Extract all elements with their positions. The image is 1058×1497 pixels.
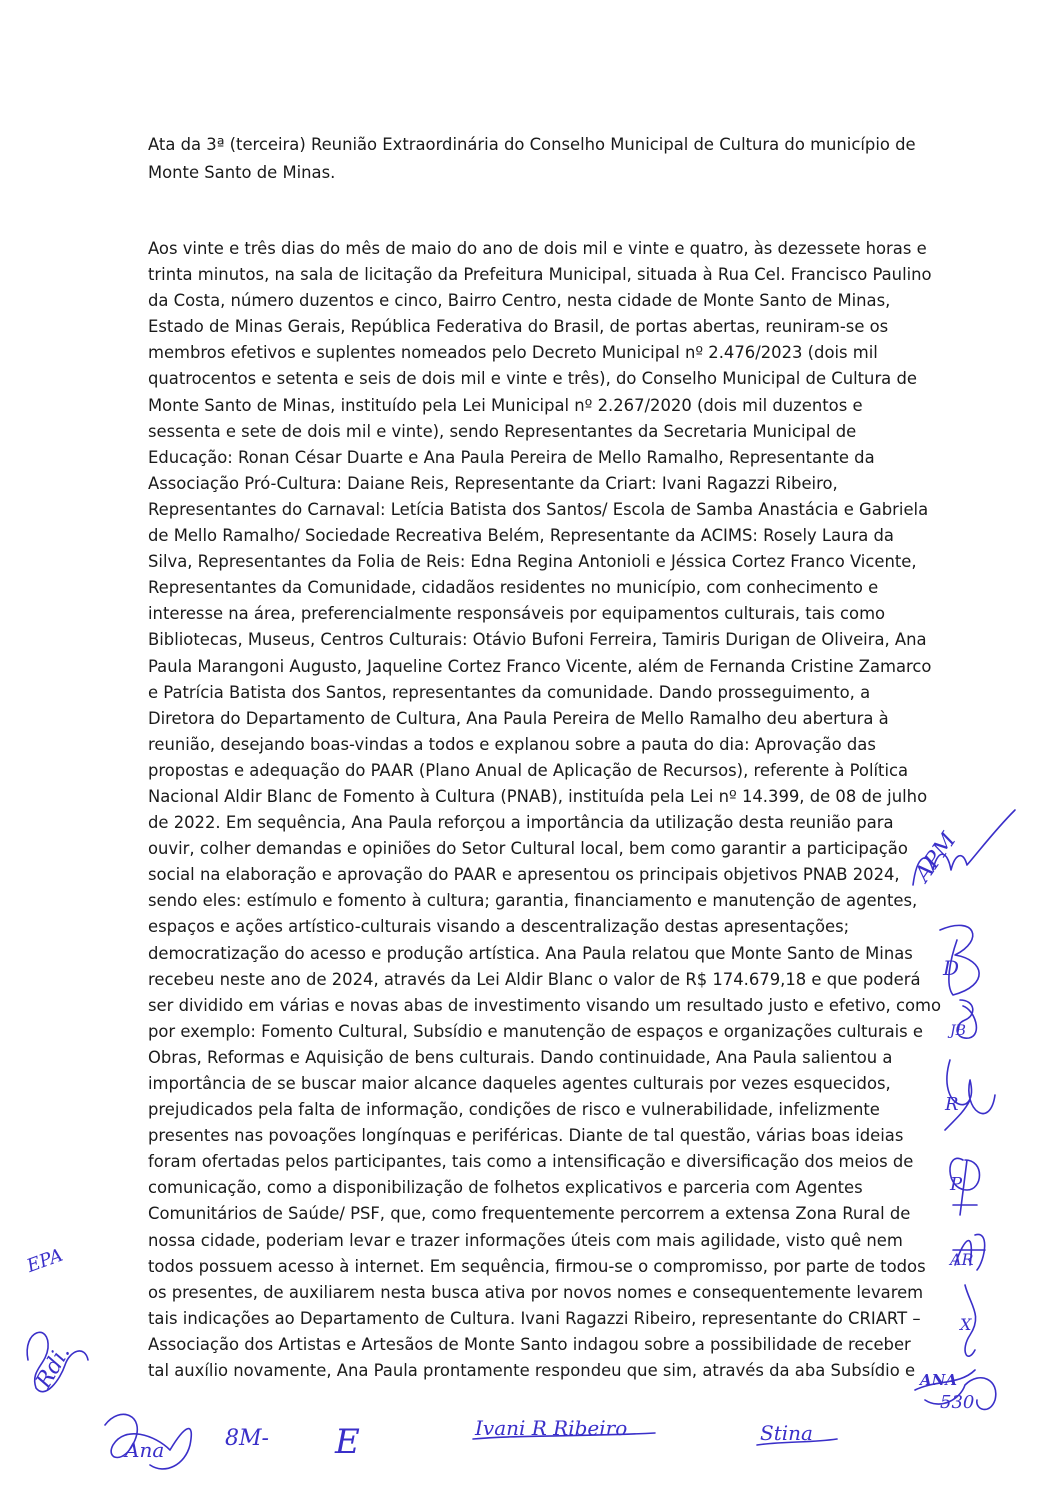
body-line: ser dividido em várias e novas abas de investimento visando um resultado justo e efetivo, como [148,995,942,1015]
body-line: de 2022. Em sequência, Ana Paula reforçou a importância da utilização desta reunião para [148,813,894,833]
body-line: social na elaboração e aprovação do PAAR e apresentou os principais objetivos PNAB 2024, [148,865,900,885]
body-line: comunicação, como a disponibilização de folhetos explicativos e parceria com Agentes [148,1178,863,1198]
body-line: presentes nas povoações longínquas e periféricas. Diante de tal questão, várias boas ideias [148,1126,904,1146]
signature-mark: EPA [24,1244,66,1278]
signature-mark: 8M- [225,1426,269,1451]
body-line: espaços e ações artístico-culturais visando a descentralização destas apresentações; [148,917,850,937]
body-line: todos possuem acesso à internet. Em sequência, firmou-se o compromisso, por parte de todos [148,1256,926,1276]
body-line: Monte Santo de Minas, instituído pela Lei Municipal nº 2.267/2020 (dois mil duzentos e [148,395,863,415]
body-line: Paula Marangoni Augusto, Jaqueline Cortez Franco Vicente, além de Fernanda Cristine Zamarco [148,656,932,676]
signature-mark: R [945,1094,959,1115]
body-line: por exemplo: Fomento Cultural, Subsídio e manutenção de espaços e organizações culturais e [148,1021,924,1041]
body-line: nossa cidade, poderiam levar e trazer informações úteis com mais agilidade, visto quê nem [148,1230,903,1250]
body-line: Nacional Aldir Blanc de Fomento à Cultura (PNAB), instituída pela Lei nº 14.399, de 08 de julho [148,786,928,806]
document-title [148,131,916,187]
right-margin-signatures [905,810,1025,1413]
body-line: ouvir, colher demandas e opiniões do Setor Cultural local, bem como garantir a participação [148,839,908,859]
body-line: trinta minutos, na sala de licitação da Prefeitura Municipal, situada à Rua Cel. Francisco Paulino [148,265,932,285]
body-line: Associação dos Artistas e Artesãos de Monte Santo indagou sobre a possibilidade de receber [148,1334,911,1354]
body-line: quatrocentos e setenta e seis de dois mil e vinte e três), do Conselho Municipal de Cultura de [148,369,917,389]
signature-mark: X [960,1315,972,1334]
body-line: tal auxílio novamente, Ana Paula prontamente respondeu que sim, através da aba Subsídio e [148,1361,916,1381]
body-line: interesse na área, preferencialmente responsáveis por equipamentos culturais, tais como [148,604,886,624]
body-line: democratização do acesso e produção artística. Ana Paula relatou que Monte Santo de Minas [148,943,913,963]
body-line: Obras, Reformas e Aquisição de bens culturais. Dando continuidade, Ana Paula salientou a [148,1047,893,1067]
signature-mark: Stina [760,1421,813,1445]
body-line: reunião, desejando boas-vindas a todos e explanou sobre a pauta do dia: Aprovação das [148,734,876,754]
signature-mark: JB [950,1023,966,1039]
body-line: Aos vinte e três dias do mês de maio do ano de dois mil e vinte e quatro, às dezessete horas e [148,239,927,258]
body-line: Bibliotecas, Museus, Centros Culturais: Otávio Bufoni Ferreira, Tamiris Durigan de Oliveira, Ana [148,630,927,650]
body-line: foram ofertadas pelos participantes, tais como a intensificação e diversificação dos meios de [148,1152,914,1172]
body-line: tais indicações ao Departamento de Cultura. Ivani Ragazzi Ribeiro, representante do CRIART – [148,1308,921,1328]
body-line: Comunitários de Saúde/ PSF, que, como frequentemente percorrem a extensa Zona Rural de [148,1204,911,1224]
body-line: propostas e adequação do PAAR (Plano Anual de Aplicação de Recursos), referente à Política [148,760,909,780]
body-line: Silva, Representantes da Folia de Reis: Edna Regina Antonioli e Jéssica Cortez Franco Vicente, [148,552,917,572]
body-line: prejudicados pela falta de informação, condições de risco e vulnerabilidade, infelizmente [148,1100,880,1120]
body-line: sessenta e sete de dois mil e vinte), sendo Representantes da Secretaria Municipal de [148,421,857,441]
signature-mark: P [950,1174,963,1195]
body-line: membros efetivos e suplentes nomeados pelo Decreto Municipal nº 2.476/2023 (dois mil [148,343,878,363]
body-line: da Costa, número duzentos e cinco, Bairro Centro, nesta cidade de Monte Santo de Minas, [148,291,891,311]
body-line: Diretora do Departamento de Cultura, Ana Paula Pereira de Mello Ramalho deu abertura à [148,708,889,728]
body-line: de Mello Ramalho/ Sociedade Recreativa Belém, Representante da ACIMS: Rosely Laura da [148,526,894,546]
signature-mark: D [943,956,960,980]
signature-mark: ANA [920,1371,957,1389]
bottom-signatures [95,1395,1045,1490]
body-line: importância de se buscar maior alcance daqueles agentes culturais por vezes esquecidos, [148,1074,891,1093]
title-line: Ata da 3ª (terceira) Reunião Extraordinária do Conselho Municipal de Cultura do município de [148,135,916,154]
signature-mark: Rdi. [31,1341,76,1393]
body-line: Representantes da Comunidade, cidadãos residentes no município, com conhecimento e [148,578,879,598]
signature-mark: Ivani R Ribeiro [475,1416,628,1440]
body-line: Associação Pró-Cultura: Daiane Reis, Representante da Criart: Ivani Ragazzi Ribeiro, [148,473,838,493]
signature-mark: 530 [940,1392,975,1413]
body-line: e Patrícia Batista dos Santos, representantes da comunidade. Dando prosseguimento, a [148,682,871,702]
body-line: Representantes do Carnaval: Letícia Batista dos Santos/ Escola de Samba Anastácia e Gabriela [148,499,929,519]
signature-mark: Ana [125,1438,165,1462]
left-margin-signatures [10,1230,105,1430]
signature-mark: APM [910,828,962,887]
body-line: sendo eles: estímulo e fomento à cultura; garantia, financiamento e manutenção de agentes, [148,891,918,911]
signature-mark: E [335,1422,360,1462]
title-line: Monte Santo de Minas. [148,163,336,182]
body-line: recebeu neste ano de 2024, através da Lei Aldir Blanc o valor de R$ 174.679,18 e que poderá [148,969,921,989]
body-line: os presentes, de auxiliarem nesta busca ativa por novos nomes e consequentemente levarem [148,1282,924,1302]
body-line: Educação: Ronan César Duarte e Ana Paula Pereira de Mello Ramalho, Representante da [148,447,875,467]
signature-mark: AR [950,1250,974,1269]
body-line: Estado de Minas Gerais, República Federativa do Brasil, de portas abertas, reuniram-se os [148,317,889,337]
